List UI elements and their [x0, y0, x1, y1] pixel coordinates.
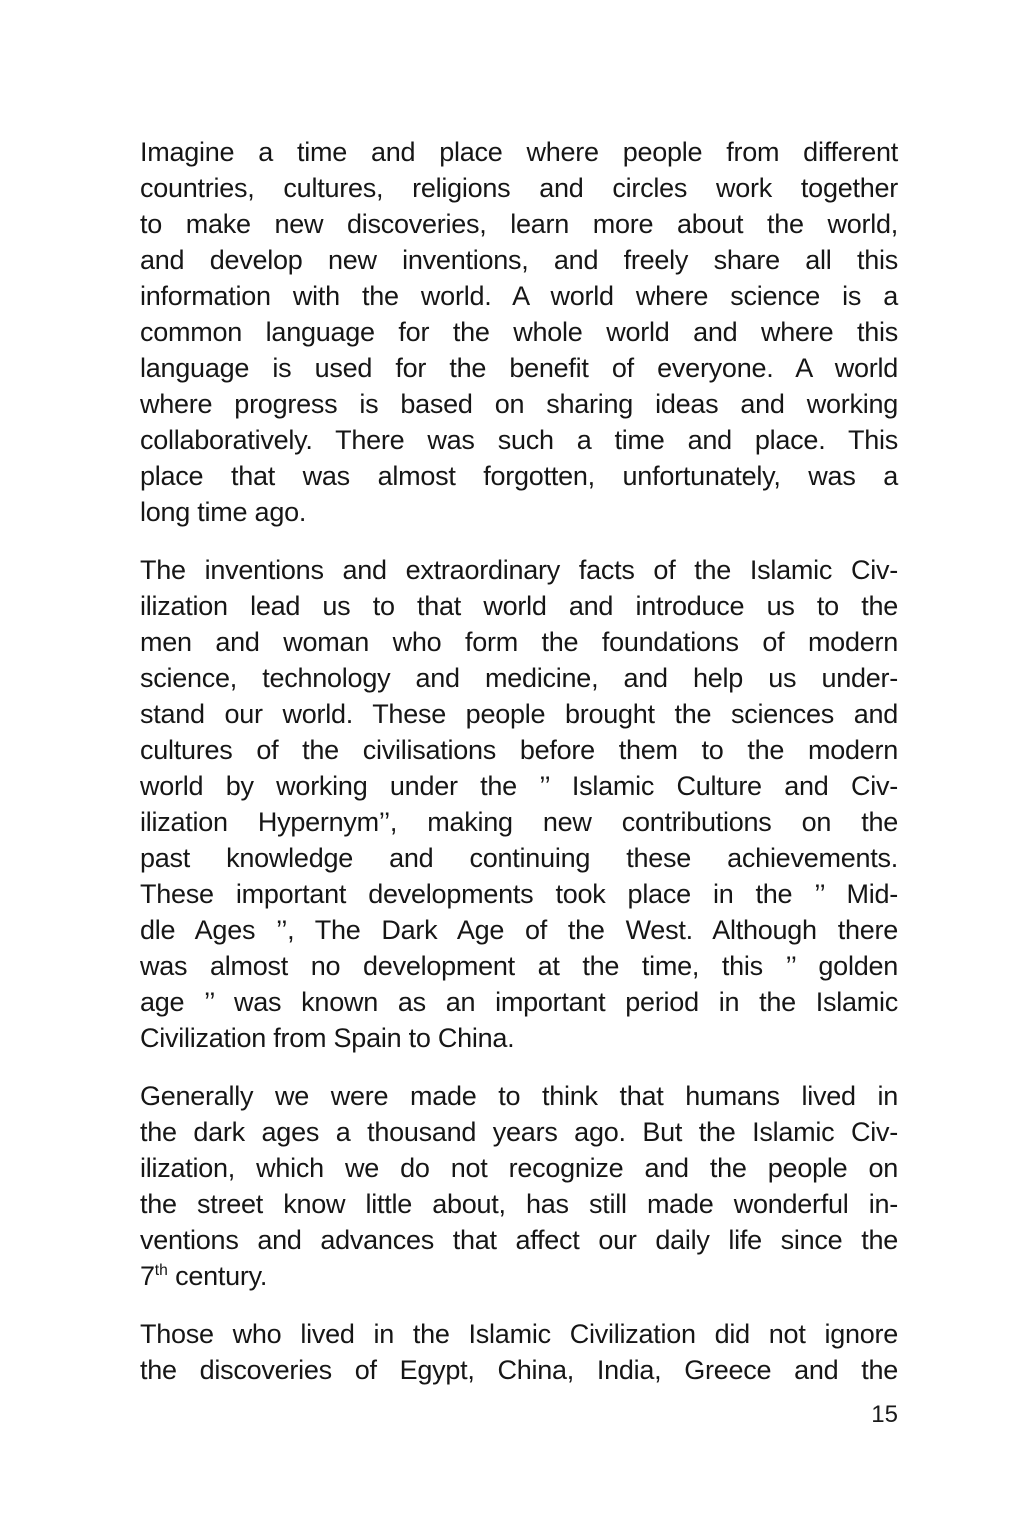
text-line: countries, cultures, religions and circles work together: [140, 173, 898, 203]
text-line: Generally we were made to think that humans lived in: [140, 1081, 898, 1111]
text-line: age ’’ was known as an important period in the Islamic: [140, 987, 898, 1017]
paragraph-2: [140, 552, 898, 1056]
text-line: ilization Hypernym’’, making new contributions on the: [140, 807, 898, 837]
paragraph-1: [140, 134, 898, 530]
text-line: ilization lead us to that world and introduce us to the: [140, 591, 898, 621]
text-line: long time ago.: [140, 497, 307, 527]
text-line: ventions and advances that affect our daily life since the: [140, 1225, 898, 1255]
text-line: world by working under the ’’ Islamic Culture and Civ-: [140, 771, 898, 801]
text-line: past knowledge and continuing these achievements.: [140, 843, 898, 873]
text-line: the street know little about, has still made wonderful in-: [140, 1189, 898, 1219]
text-line: the discoveries of Egypt, China, India, Greece and the: [140, 1355, 898, 1385]
text-line: The inventions and extraordinary facts of the Islamic Civ-: [140, 555, 898, 585]
text-content: [140, 134, 898, 1410]
text-line: to make new discoveries, learn more about the world,: [140, 209, 898, 239]
paragraph-4: [140, 1316, 898, 1388]
text-line: and develop new inventions, and freely share all this: [140, 245, 898, 275]
paragraph-3: [140, 1078, 898, 1294]
text-line: Those who lived in the Islamic Civilization did not ignore: [140, 1319, 898, 1349]
text-line: the dark ages a thousand years ago. But the Islamic Civ-: [140, 1117, 898, 1147]
text-line: dle Ages ’’, The Dark Age of the West. Although there: [140, 915, 898, 945]
text-line: These important developments took place in the ’’ Mid-: [140, 879, 898, 909]
text-segment: century.: [167, 1261, 268, 1291]
page-number: 15: [871, 1401, 898, 1428]
text-line: stand our world. These people brought the sciences and: [140, 699, 898, 729]
text-line: Imagine a time and place where people from different: [140, 137, 898, 167]
text-line: information with the world. A world where science is a: [140, 281, 898, 311]
text-line: place that was almost forgotten, unfortunately, was a: [140, 461, 898, 491]
text-line: was almost no development at the time, this ’’ golden: [140, 951, 898, 981]
text-line: language is used for the benefit of everyone. A world: [140, 353, 898, 383]
text-line: where progress is based on sharing ideas and working: [140, 389, 898, 419]
text-line: collaboratively. There was such a time and place. This: [140, 425, 898, 455]
text-line: science, technology and medicine, and help us under-: [140, 663, 898, 693]
text-line: Civilization from Spain to China.: [140, 1023, 515, 1053]
text-line: cultures of the civilisations before them to the modern: [140, 735, 898, 765]
text-line: ilization, which we do not recognize and the people on: [140, 1153, 898, 1183]
text-line: men and woman who form the foundations of modern: [140, 627, 898, 657]
text-line: [140, 1258, 898, 1294]
text-line: common language for the whole world and where this: [140, 317, 898, 347]
superscript-text: th: [154, 1262, 168, 1279]
text-segment: 7: [140, 1261, 155, 1291]
